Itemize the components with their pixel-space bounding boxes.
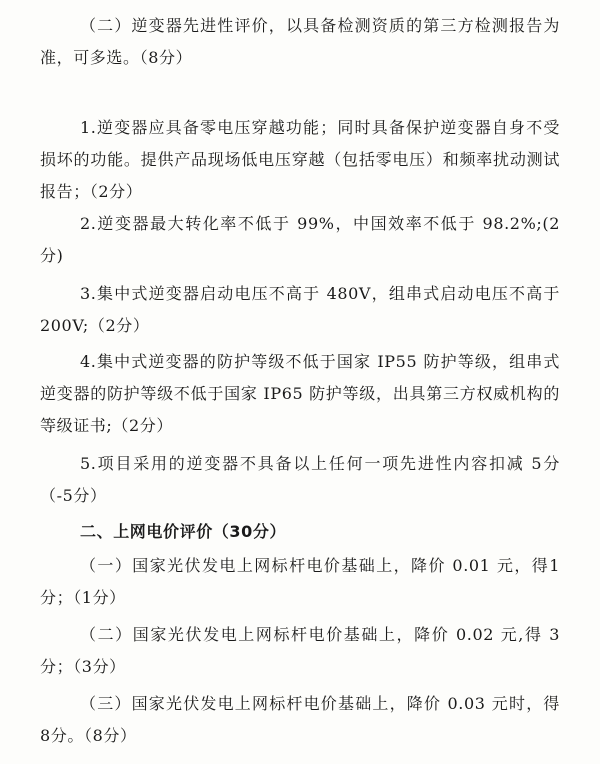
price-item-1: （一）国家光伏发电上网标杆电价基础上，降价 0.01 元，得1分；（1分） [40,556,560,607]
price-item-3: （三）国家光伏发电上网标杆电价基础上，降价 0.03 元时，得 8分。（8分） [40,694,560,745]
inverter-item-3: 3.集中式逆变器启动电压不高于 480V，组串式启动电压不高于 200V;（2分） [40,284,560,335]
inverter-item-2: 2.逆变器最大转化率不低于 99%，中国效率不低于 98.2%;(2分) [40,214,560,265]
inverter-item-4: 4.集中式逆变器的防护等级不低于国家 IP55 防护等级，组串式逆变器的防护等级不低于国家 IP65 防护等级，出具第三方权威机构的等级证书;（2分） [40,352,560,435]
price-item-2: （二）国家光伏发电上网标杆电价基础上，降价 0.02 元,得 3分；（3分） [40,625,560,676]
section-heading-price: 二、上网电价评价（30分） [80,522,287,541]
inverter-evaluation-intro: （二）逆变器先进性评价，以具备检测资质的第三方检测报告为准，可多选。（8分） [40,16,560,67]
inverter-item-5: 5.项目采用的逆变器不具备以上任何一项先进性内容扣减 5分（-5分） [40,454,560,505]
inverter-item-1: 1.逆变器应具备零电压穿越功能；同时具备保护逆变器自身不受损坏的功能。提供产品现场低电压穿越（包括零电压）和频率扰动测试报告；（2分） [40,118,560,201]
